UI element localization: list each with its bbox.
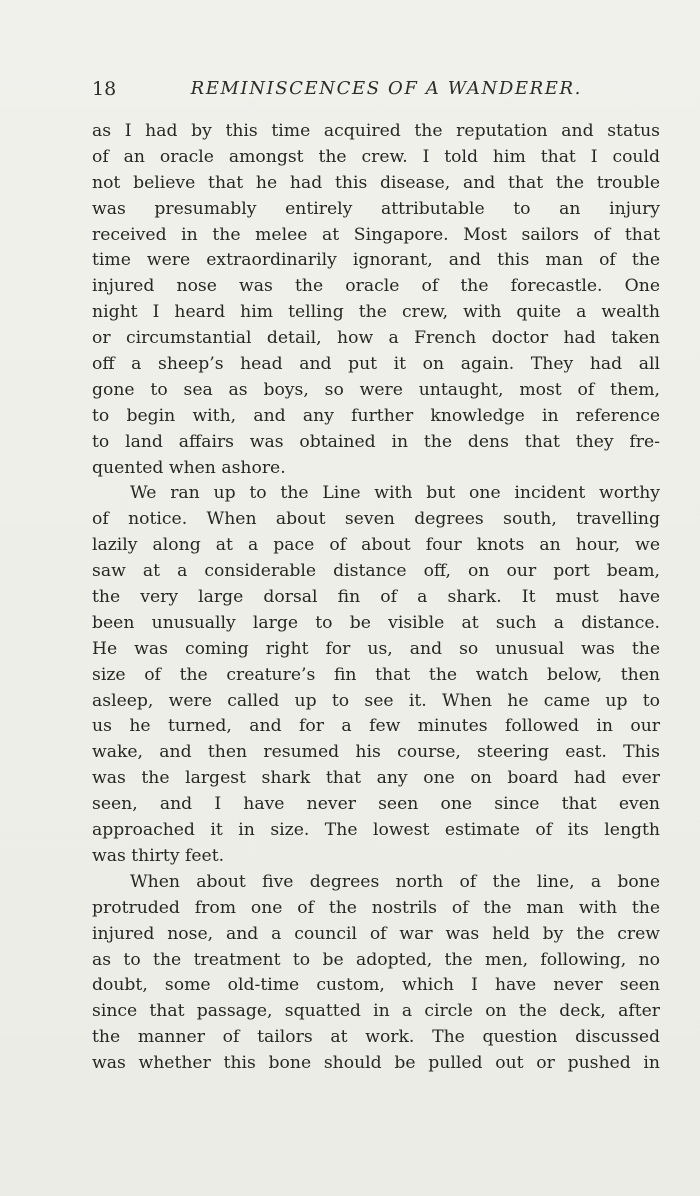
running-title: REMINISCENCES OF A WANDERER. [190, 78, 582, 99]
text-line: us he turned, and for a few minutes followed in our [92, 716, 660, 737]
text-line: was thirty feet. [92, 845, 225, 866]
text-line: injured nose, and a council of war was held by the crew [92, 923, 660, 944]
text-line: size of the creature’s fin that the watch below, then [92, 664, 660, 685]
text-line: time were extraordinarily ignorant, and this man of the [92, 250, 660, 271]
text-line: approached it in size. The lowest estimate of its length [92, 820, 660, 841]
text-line: the manner of tailors at work. The question discussed [92, 1027, 660, 1048]
text-line: not believe that he had this disease, and that the trouble [92, 172, 660, 193]
text-line: been unusually large to be visible at such a distance. [92, 612, 660, 633]
text-line: of an oracle amongst the crew. I told him that I could [92, 146, 660, 167]
text-line: asleep, were called up to see it. When he came up to [92, 690, 660, 711]
text-line: the very large dorsal fin of a shark. It must have [92, 587, 660, 608]
text-line: of notice. When about seven degrees south, travelling [92, 509, 660, 530]
text-line: wake, and then resumed his course, steering east. This [92, 742, 660, 763]
text-line: to land affairs was obtained in the dens that they fre- [92, 431, 660, 452]
text-line: as to the treatment to be adopted, the men, following, no [92, 949, 660, 970]
text-line: to begin with, and any further knowledge in reference [92, 405, 660, 426]
text-line: as I had by this time acquired the reputation and status [92, 121, 660, 141]
text-line: gone to sea as boys, so were untaught, most of them, [92, 379, 660, 400]
text-line: lazily along at a pace of about four knots an hour, we [92, 535, 660, 556]
body-text [92, 119, 660, 1077]
text-line: off a sheep’s head and put it on again. They had all [92, 354, 660, 375]
text-line: He was coming right for us, and so unusual was the [92, 638, 660, 659]
text-line: night I heard him telling the crew, with quite a wealth [92, 302, 660, 323]
text-line: We ran up to the Line with but one incident worthy [130, 483, 660, 504]
text-line: was the largest shark that any one on board had ever [92, 768, 660, 789]
text-line: quented when ashore. [92, 457, 286, 478]
text-line: was presumably entirely attributable to an injury [92, 198, 660, 219]
text-line: protruded from one of the nostrils of the man with the [92, 897, 660, 918]
text-line: was whether this bone should be pulled out or pushed in [92, 1053, 660, 1074]
text-line: or circumstantial detail, how a French doctor had taken [92, 328, 660, 349]
text-line: When about five degrees north of the line, a bone [130, 871, 660, 892]
page-number: 18 [92, 78, 117, 100]
text-line: saw at a considerable distance off, on our port beam, [92, 561, 660, 582]
text-line: since that passage, squatted in a circle on the deck, after [92, 1001, 660, 1022]
text-line: doubt, some old-time custom, which I have never seen [92, 975, 660, 996]
text-line: injured nose was the oracle of the forecastle. One [92, 276, 660, 297]
text-line: received in the melee at Singapore. Most sailors of that [92, 224, 660, 245]
running-head [92, 74, 582, 104]
text-line: seen, and I have never seen one since that even [92, 794, 660, 815]
